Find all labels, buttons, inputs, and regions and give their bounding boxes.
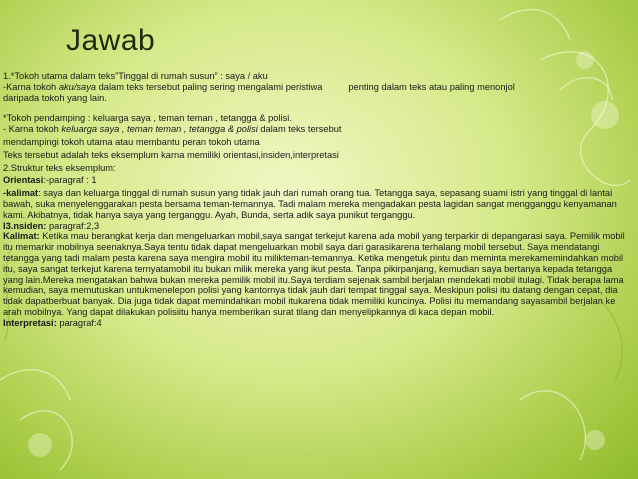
line-struktur: 2.Struktur teks eksemplum: <box>3 162 116 173</box>
line-teks-eksemplum: Teks tersebut adalah teks eksemplum karna memiliki orientasi,insiden,interpretasi <box>3 149 339 160</box>
paragraph-kalimat-orientasi: -kalimat: saya dan keluarga tinggal di rumah susun yang tidak jauh dari rumah orang tua. Tetangga saya, sepasang suami istri yang tinggal di lantai bawah, suka menyelenggarakan pesta bersama teman-temannya. Tadi malam mereka mengadakan pesta lagidan sangat mengganggu kenyamanan kami. Akibatnya, tidak hanya saya yang terganggu. Ayah, Bunda, serta adik saya punikut terganggu. <box>3 188 617 220</box>
paragraph-kalimat-insiden: Kalimat: Ketika mau berangkat kerja dan mengeluarkan mobil,saya sangat terkejut karena ada mobil yang terparkir di depangarasi saya. Pemilik mobil itu memarkir mobilnya seenaknya.Saya tentu tidak dapat mengeluarkan mobil saya dari garasikarena terhalang mobil tersebut. Saya mendatangi tetangga yang tadi malam pesta karena saya mengira mobil itu milikteman-temannya. Ketika mengetuk pintu dan meminta merekamemindahkan mobil itu, saya sangat terkejut karena ternyatamobil itu bukan milik mereka yang ikut pesta. Tanpa pikirpanjang, kemudian saya bertanya kepada tetangga yang lain.Mereka mengatakan bahwa bukan mereka pemilik mobil itu.Saya terdiam sejenak sambil berjalan mendekati mobil itulagi. Tidak berapa lama kemudian, saya memutuskan untukmenelepon polisi yang kantornya tidak jauh dari tempat tinggal saya. Meskipun polisi itu datang dengan cepat, dia tidak dapatberbuat banyak. Dia juga tidak dapat memindahkan mobil itukarena tidak memiliki kuncinya. Polisi itu memandang sayasambil berjalan ke arah mobilnya. Yang dapat dilakukan polisiitu hanya memberikan surat tilang dan menyelipkannya di kaca depan mobil. <box>3 231 625 317</box>
line-karna-tokoh-utama: -Karna tokoh aku/saya dalam teks tersebut paling sering mengalami peristiwa penting dalam teks atau paling menonjol <box>3 81 515 92</box>
line-interpretasi: Interpretasi: paragraf:4 <box>3 317 102 328</box>
line-insiden: I3.nsiden: paragraf:2,3 <box>3 220 100 231</box>
line-orientasi: Orientasi:-paragraf : 1 <box>3 175 97 186</box>
line-daripada: daripada tokoh yang lain. <box>3 92 107 103</box>
line-mendampingi: mendampingi tokoh utama atau membantu peran tokoh utama <box>3 136 260 147</box>
answer-body <box>3 71 633 329</box>
line-karna-tokoh-pendamping: - Karna tokoh keluarga saya , teman teman , tetangga & polisi dalam teks tersebut <box>3 124 342 135</box>
slide-title: Jawab <box>66 24 156 57</box>
line-tokoh-pendamping: *Tokoh pendamping : keluarga saya , teman teman , tetangga & polisi. <box>3 113 292 124</box>
line-tokoh-utama: 1.*Tokoh utama dalam teks”Tinggal di rumah susun” : saya / aku <box>3 71 268 81</box>
